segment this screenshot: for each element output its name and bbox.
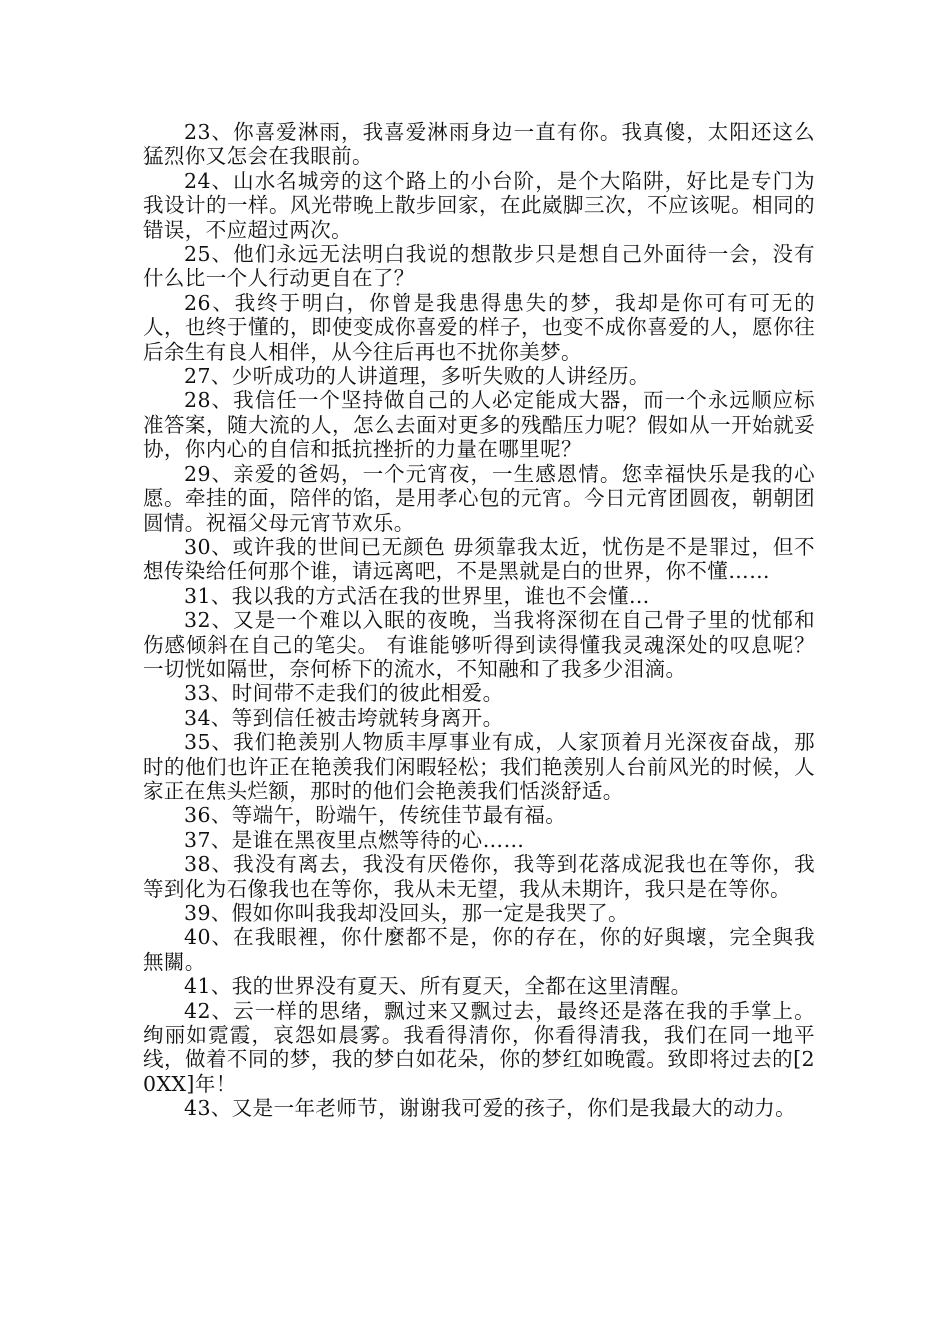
paragraph-28: 28、我信任一个坚持做自己的人必定能成大器，而一个永远顺应标准答案，随大流的人，怎么去面对更多的残酷压力呢？假如从一开始就妥协，你内心的自信和抵抗挫折的力量在哪里呢？	[143, 388, 815, 462]
paragraph-25: 25、他们永远无法明白我说的想散步只是想自己外面待一会，没有什么比一个人行动更自在了？	[143, 242, 815, 291]
paragraph-42: 42、云一样的思绪，飘过来又飘过去，最终还是落在我的手掌上。绚丽如霓霞，哀怨如晨雾。我看得清你，你看得清我，我们在同一地平线，做着不同的梦，我的梦白如花朵，你的梦红如晚霞。致即将过去的[20XX]年！	[143, 998, 815, 1096]
paragraph-27: 27、少听成功的人讲道理，多听失败的人讲经历。	[184, 364, 650, 389]
paragraph-40: 40、在我眼裡，你什麼都不是，你的存在，你的好與壞，完全與我無關。	[143, 925, 815, 974]
paragraph-34: 34、等到信任被击垮就转身离开。	[184, 705, 504, 730]
paragraph-43: 43、又是一年老师节，谢谢我可爱的孩子，你们是我最大的动力。	[184, 1096, 797, 1121]
paragraph-29: 29、亲爱的爸妈，一个元宵夜，一生感恩情。您幸福快乐是我的心愿。牵挂的面，陪伴的馅，是用孝心包的元宵。今日元宵团圆夜，朝朝团圆情。祝福父母元宵节欢乐。	[143, 461, 815, 535]
paragraph-26: 26、我终于明白，你曾是我患得患失的梦，我却是你可有可无的人，也终于懂的，即使变成你喜爱的样子，也变不成你喜爱的人，愿你往后余生有良人相伴，从今往后再也不扰你美梦。	[143, 290, 815, 364]
document-body	[143, 120, 815, 1121]
paragraph-36: 36、等端午，盼端午，传统佳节最有福。	[184, 803, 567, 828]
paragraph-33: 33、时间带不走我们的彼此相爱。	[184, 681, 504, 706]
paragraph-30: 30、或许我的世间已无颜色 毋须靠我太近，忧伤是不是罪过，但不想传染给任何那个谁，请远离吧，不是黑就是白的世界，你不懂……	[143, 534, 815, 584]
paragraph-35: 35、我们艳羡别人物质丰厚事业有成，人家顶着月光深夜奋战，那时的他们也许正在艳羡我们闲暇轻松；我们艳羡别人台前风光的时候，人家正在焦头烂额，那时的他们会艳羡我们恬淡舒适。	[143, 730, 815, 803]
paragraph-38: 38、我没有离去，我没有厌倦你，我等到花落成泥我也在等你，我等到化为石像我也在等你，我从未无望，我从未期许，我只是在等你。	[143, 852, 815, 901]
paragraph-23: 23、你喜爱淋雨，我喜爱淋雨身边一直有你。我真傻，太阳还这么猛烈你又怎会在我眼前。	[143, 120, 815, 169]
paragraph-31: 31、我以我的方式活在我的世界里，谁也不会懂…	[184, 583, 650, 608]
paragraph-24: 24、山水名城旁的这个路上的小台阶，是个大陷阱，好比是专门为我设计的一样。风光带晚上散步回家，在此崴脚三次，不应该呢。相同的错误，不应超过两次。	[143, 168, 815, 242]
paragraph-41: 41、我的世界没有夏天、所有夏天，全都在这里清醒。	[184, 974, 692, 999]
paragraph-32: 32、又是一个难以入眠的夜晚，当我将深彻在自己骨子里的忧郁和伤感倾斜在自己的笔尖。 有谁能够听得到读得懂我灵魂深处的叹息呢？ 一切恍如隔世，奈何桥下的流水，不知融和了我多少泪滴。	[143, 608, 815, 681]
paragraph-39: 39、假如你叫我我却没回头，那一定是我哭了。	[184, 901, 629, 925]
paragraph-37: 37、是谁在黑夜里点燃等待的心……	[184, 827, 525, 852]
